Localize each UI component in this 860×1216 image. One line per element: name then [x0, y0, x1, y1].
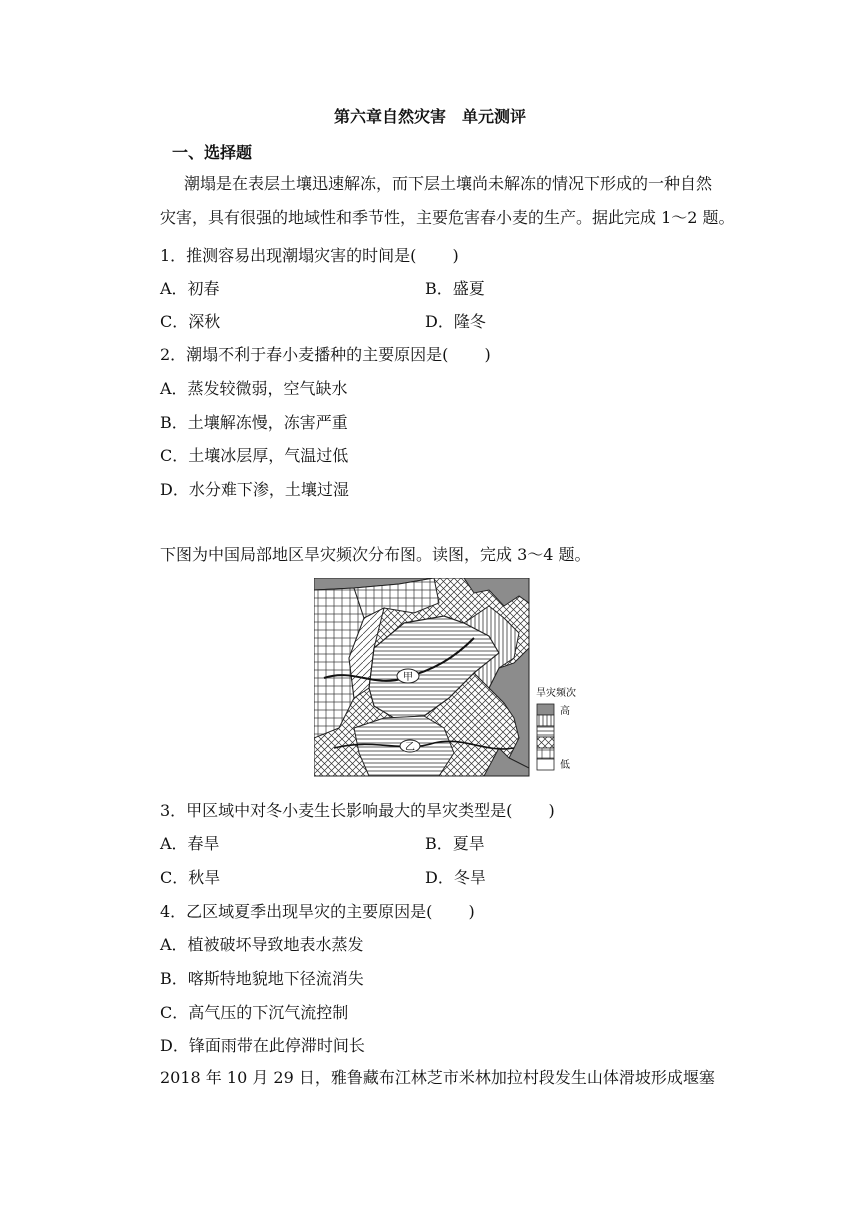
question-stem: 1．推测容易出现潮塌灾害的时间是(: [160, 246, 417, 265]
intro-paragraph-line: 2018 年 10 月 29 日，雅鲁藏布江林芝市米林加拉村段发生山体滑坡形成堰塞: [160, 1068, 715, 1087]
option-c: C．土壤冰层厚，气温过低: [160, 446, 349, 465]
option-d: D．冬旱: [425, 868, 486, 887]
option-d: D．水分难下渗，土壤过湿: [160, 480, 349, 499]
map-intro: 下图为中国局部地区旱灾频次分布图。读图，完成 3～4 题。: [160, 545, 591, 564]
section-heading: 一、选择题: [172, 143, 253, 162]
label-jia: 甲: [403, 672, 413, 683]
question-close: ): [452, 246, 459, 265]
question-stem: 2．潮塌不利于春小麦播种的主要原因是(: [160, 345, 449, 364]
question-4: [160, 899, 475, 922]
legend-swatch-3: [537, 726, 554, 737]
question-stem: 3．甲区域中对冬小麦生长影响最大的旱灾类型是(: [160, 801, 513, 820]
option-a: A．春旱: [160, 834, 220, 853]
option-c: C．高气压的下沉气流控制: [160, 1003, 349, 1022]
option-b: B．喀斯特地貌地下径流消失: [160, 969, 364, 988]
legend-swatch-4: [537, 737, 554, 748]
option-d: D．锋面雨带在此停滞时间长: [160, 1036, 365, 1055]
option-b: B．盛夏: [425, 279, 485, 298]
option-b: B．夏旱: [425, 834, 485, 853]
question-2: [160, 342, 491, 365]
legend-swatch-5: [537, 748, 554, 759]
question-close: ): [468, 902, 475, 921]
legend-title: 旱灾频次: [536, 688, 576, 699]
question-close: ): [484, 345, 491, 364]
legend-swatch-2: [537, 715, 554, 726]
question-1: [160, 243, 459, 266]
option-d: D．隆冬: [425, 312, 486, 331]
option-c: C．深秋: [160, 312, 221, 331]
page-title: 第六章自然灾害 单元测评: [333, 107, 526, 126]
legend-low: 低: [560, 760, 570, 771]
question-close: ): [548, 801, 555, 820]
option-a: A．植被破坏导致地表水蒸发: [160, 935, 364, 954]
legend-swatch-1: [537, 704, 554, 715]
question-stem: 4．乙区域夏季出现旱灾的主要原因是(: [160, 902, 433, 921]
intro-paragraph-line: 灾害，具有很强的地域性和季节性，主要危害春小麦的生产。据此完成 1～2 题。: [160, 208, 735, 227]
option-b: B．土壤解冻慢，冻害严重: [160, 413, 348, 432]
legend-high: 高: [560, 706, 570, 717]
label-yi: 乙: [405, 742, 415, 753]
question-3: [160, 798, 555, 821]
option-a: A．初春: [160, 279, 220, 298]
intro-paragraph-line: 潮塌是在表层土壤迅速解冻，而下层土壤尚未解冻的情况下形成的一种自然: [184, 174, 713, 193]
drought-map-figure: [314, 578, 614, 778]
option-c: C．秋旱: [160, 868, 221, 887]
option-a: A．蒸发较微弱，空气缺水: [160, 379, 348, 398]
legend-swatch-6: [537, 759, 554, 770]
